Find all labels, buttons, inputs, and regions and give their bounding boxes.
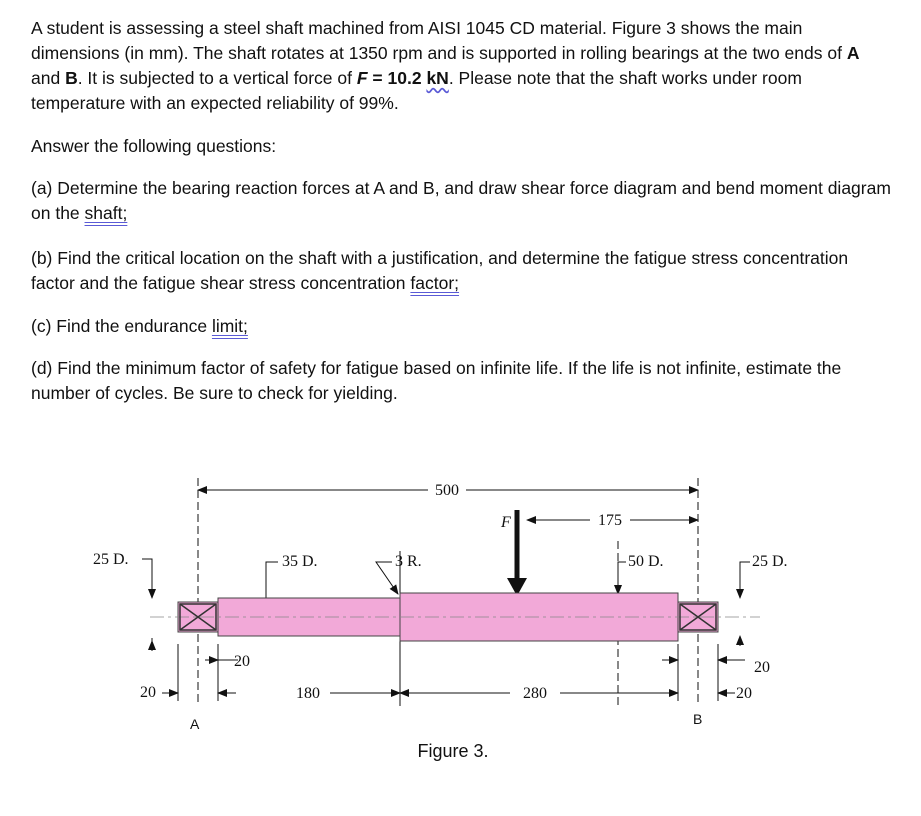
label-a: A (190, 716, 200, 732)
shaft-figure (0, 416, 921, 816)
shaft (150, 593, 760, 641)
answer-heading: Answer the following questions: (31, 136, 277, 156)
dim-left-25d: 25 D. (93, 551, 129, 568)
intro-text-4: . Please note that the shaft works under room temperature with an expected reliability of 99%. (31, 68, 802, 113)
question-b: (b) Find the critical location on the shaft with a justification, and determine the fatigue stress concentration factor and the fatigue shear stress concentration factor; (31, 248, 849, 293)
dim-20-left-outer: 20 (140, 684, 156, 701)
force-value: = 10.2 (367, 68, 427, 88)
dim-20-left-inner: 20 (234, 653, 250, 670)
label-b: B (693, 711, 703, 727)
dim-500 (198, 482, 698, 499)
intro-paragraph (31, 16, 891, 116)
bearing-b-ref: B (65, 68, 78, 88)
question-a: (a) Determine the bearing reaction forces at A and B, and draw shear force diagram and bend moment diagram on the shaft; (31, 178, 891, 223)
dim-right-25d: 25 D. (752, 553, 788, 570)
extension-lines (178, 478, 718, 706)
force-symbol: F (356, 68, 368, 88)
dim-20-right-inner: 20 (754, 659, 770, 676)
force-unit: kN (426, 68, 449, 88)
dim-50d: 50 D. (628, 553, 664, 570)
dim-180-label: 180 (296, 685, 320, 702)
dim-280-label: 280 (523, 685, 547, 702)
intro-text-1: A student is assessing a steel shaft machined from AISI 1045 CD material. Figure 3 shows the main dimensions (in mm). The shaft rotates at 1350 rpm and is supported in rolling bearings at the two ends of (31, 18, 847, 63)
intro-text-2: and (31, 68, 66, 88)
dim-20-left (140, 653, 250, 701)
dim-3r: 3 R. (395, 553, 422, 570)
dim-175-label: 175 (598, 512, 622, 529)
question-c: (c) Find the endurance limit; (31, 316, 248, 336)
dim-500-label: 500 (435, 482, 459, 499)
bearing-a-ref: A (846, 43, 860, 63)
figure-caption: Figure 3. (417, 741, 489, 761)
force (500, 510, 698, 596)
dim-35d: 35 D. (282, 553, 318, 570)
force-label: F (501, 514, 511, 531)
dim-20-right-outer: 20 (736, 685, 752, 702)
question-d: (d) Find the minimum factor of safety for fatigue based on infinite life. If the life is not infinite, estimate the number of cycles. Be sure to check for yielding. (31, 358, 842, 403)
dim-180-280 (296, 685, 678, 702)
intro-text-3: . It is subjected to a vertical force of (77, 68, 357, 88)
